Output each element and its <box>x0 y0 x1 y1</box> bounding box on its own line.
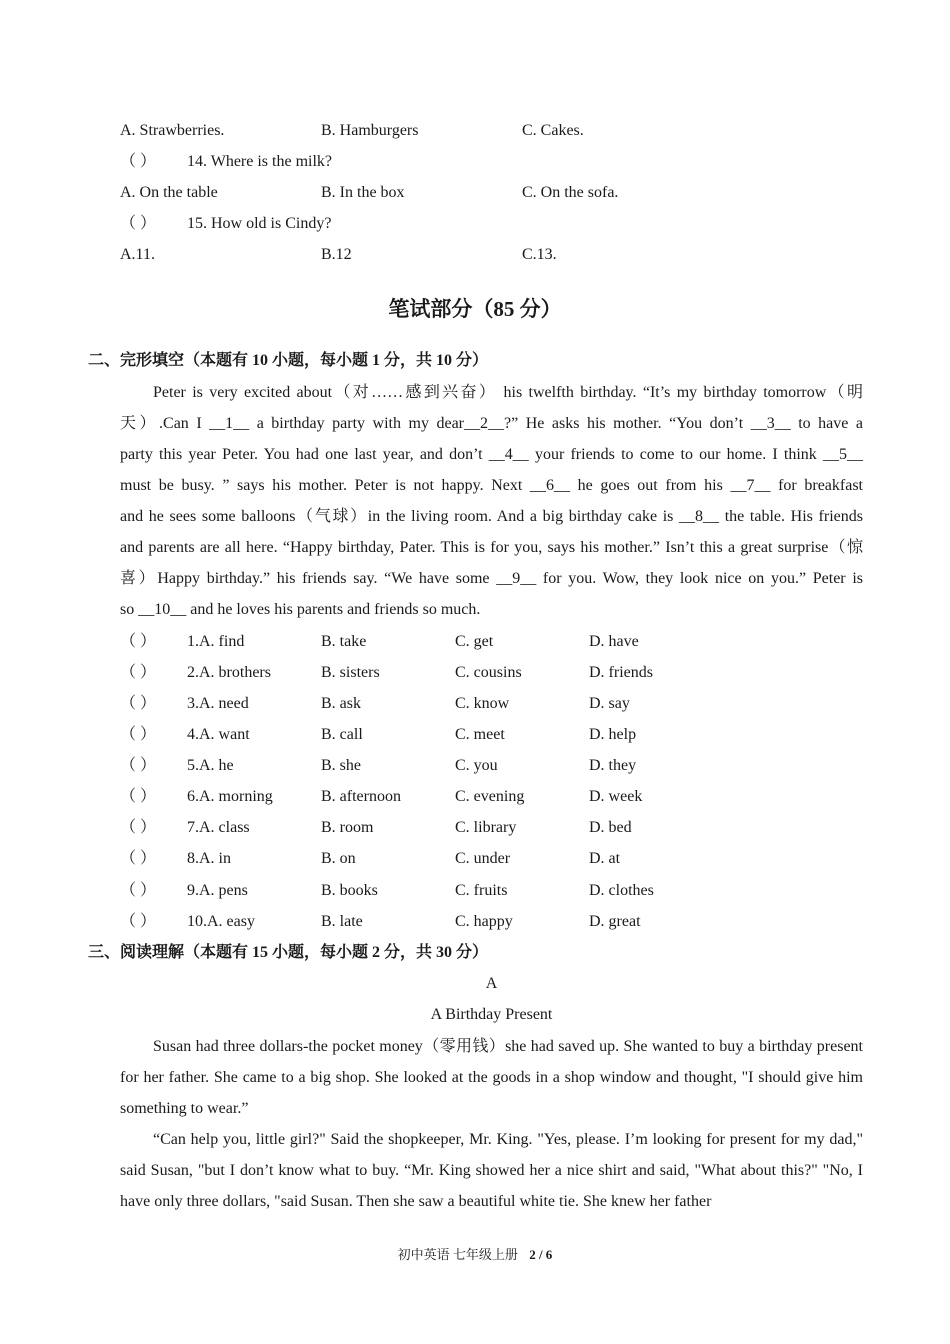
option-c: C. fruits <box>455 882 508 899</box>
answer-paren[interactable]: （ ） <box>120 153 157 170</box>
option-b: B. call <box>321 726 363 743</box>
q14-option-c: C. On the sofa. <box>522 184 619 201</box>
option-b: B. sisters <box>321 664 380 681</box>
option-a: 10.A. easy <box>187 913 255 930</box>
option-c: C. evening <box>455 788 525 805</box>
cloze-passage <box>120 377 863 625</box>
option-b: B. late <box>321 913 363 930</box>
answer-paren[interactable]: （ ） <box>120 819 157 836</box>
option-d: D. bed <box>589 819 632 836</box>
option-c: C. get <box>455 633 494 650</box>
cloze-heading: 二、完形填空（本题有 10 小题，每小题 1 分，共 10 分） <box>88 352 489 369</box>
answer-paren[interactable]: （ ） <box>120 757 157 774</box>
cloze-question-row <box>120 881 880 901</box>
option-d: D. say <box>589 695 630 712</box>
option-c: C. under <box>455 850 511 867</box>
q13-option-a: A. Strawberries. <box>120 122 225 139</box>
option-c: C. know <box>455 695 510 712</box>
option-d: D. clothes <box>589 882 654 899</box>
answer-paren[interactable]: （ ） <box>120 913 157 930</box>
page-footer <box>0 1247 950 1263</box>
written-part-title: 笔试部分（85 分） <box>388 297 562 321</box>
cloze-line: 喜）Happy birthday.” his friends say. “We have some __9__ for you. Wow, they look nice on you.” Peter is <box>120 570 863 587</box>
q14-options-row <box>120 183 880 203</box>
q15-text: 15. How old is Cindy? <box>187 215 332 232</box>
option-a: 9.A. pens <box>187 882 248 899</box>
option-b: B. room <box>321 819 374 836</box>
option-d: D. they <box>589 757 637 774</box>
reading-paragraph-2: “Can help you, little girl?" Said the shopkeeper, Mr. King. "Yes, please. I’m looking for present for my dad," said Susan, "but I don’t know what to buy. “Mr. King showed her a nice shirt and said, "What about this?" "No, I have only three dollars, "said Susan. Then she saw a beautiful white tie. She knew her father <box>120 1131 863 1210</box>
cloze-question-row <box>120 756 880 776</box>
option-a: 6.A. morning <box>187 788 273 805</box>
option-d: D. help <box>589 726 637 743</box>
q13-options-row <box>120 121 880 141</box>
cloze-question-row <box>120 725 880 745</box>
reading-passage <box>120 1031 863 1217</box>
cloze-line: so __10__ and he loves his parents and friends so much. <box>120 601 481 618</box>
cloze-question-row <box>120 849 880 869</box>
q15-options-row <box>120 245 880 265</box>
cloze-line: must be busy. ” says his mother. Peter is not happy. Next __6__ he goes out from his __7__ for breakfast <box>120 477 863 494</box>
q13-option-c: C. Cakes. <box>522 122 584 139</box>
cloze-question-row <box>120 694 880 714</box>
cloze-question-row <box>120 663 880 683</box>
cloze-line: and parents are all here. “Happy birthday, Pater. This is for you, says his mother.” Isn’t this a great surprise（惊 <box>120 539 863 556</box>
option-b: B. on <box>321 850 356 867</box>
option-c: C. cousins <box>455 664 522 681</box>
cloze-line: 天）.Can I __1__ a birthday party with my dear__2__?” He asks his mother. “You don’t __3__ to have a <box>120 415 863 432</box>
option-a: 8.A. in <box>187 850 231 867</box>
option-c: C. meet <box>455 726 505 743</box>
answer-paren[interactable]: （ ） <box>120 726 157 743</box>
q15-question <box>120 214 880 234</box>
option-b: B. ask <box>321 695 361 712</box>
q14-question <box>120 152 880 172</box>
q15-option-c: C.13. <box>522 246 557 263</box>
q14-option-b: B. In the box <box>321 184 405 201</box>
cloze-line: party this year Peter. You had one last year, and don’t __4__ your friends to come to our home. I think __5__ <box>120 446 863 463</box>
cloze-question-row <box>120 912 880 932</box>
answer-paren[interactable]: （ ） <box>120 882 157 899</box>
q14-option-a: A. On the table <box>120 184 218 201</box>
option-b: B. books <box>321 882 378 899</box>
option-c: C. happy <box>455 913 513 930</box>
answer-paren[interactable]: （ ） <box>120 695 157 712</box>
option-c: C. library <box>455 819 517 836</box>
q15-option-a: A.11. <box>120 246 155 263</box>
answer-paren[interactable]: （ ） <box>120 215 157 232</box>
option-d: D. great <box>589 913 641 930</box>
reading-heading: 三、阅读理解（本题有 15 小题，每小题 2 分，共 30 分） <box>88 944 489 961</box>
cloze-line: Peter is very excited about（对……感到兴奋） his twelfth birthday. “It’s my birthday tomorrow（明 <box>153 384 863 401</box>
reading-part-label: A <box>485 975 498 992</box>
q14-text: 14. Where is the milk? <box>187 153 332 170</box>
option-d: D. at <box>589 850 621 867</box>
footer-subject: 初中英语 七年级上册 <box>397 1247 518 1262</box>
answer-paren[interactable]: （ ） <box>120 788 157 805</box>
answer-paren[interactable]: （ ） <box>120 664 157 681</box>
q15-option-b: B.12 <box>321 246 352 263</box>
option-a: 3.A. need <box>187 695 249 712</box>
page-number: 2 / 6 <box>529 1247 553 1262</box>
option-d: D. week <box>589 788 643 805</box>
reading-passage-title: A Birthday Present <box>430 1006 553 1023</box>
reading-paragraph-1: Susan had three dollars-the pocket money（零用钱）she had saved up. She wanted to buy a birthday present for her father. She came to a big shop. She looked at the goods in a shop window and thought, "I should give him something to wear.” <box>120 1038 863 1117</box>
option-b: B. she <box>321 757 361 774</box>
option-b: B. afternoon <box>321 788 401 805</box>
q13-option-b: B. Hamburgers <box>321 122 419 139</box>
answer-paren[interactable]: （ ） <box>120 633 157 650</box>
cloze-question-row <box>120 818 880 838</box>
option-b: B. take <box>321 633 367 650</box>
option-a: 7.A. class <box>187 819 250 836</box>
cloze-question-row <box>120 787 880 807</box>
option-a: 5.A. he <box>187 757 234 774</box>
cloze-line: and he sees some balloons（气球）in the living room. And a big birthday cake is __8__ the table. His friends <box>120 508 863 525</box>
cloze-question-row <box>120 632 880 652</box>
option-a: 2.A. brothers <box>187 664 271 681</box>
option-d: D. friends <box>589 664 653 681</box>
option-c: C. you <box>455 757 498 774</box>
answer-paren[interactable]: （ ） <box>120 850 157 867</box>
option-a: 4.A. want <box>187 726 250 743</box>
option-a: 1.A. find <box>187 633 245 650</box>
option-d: D. have <box>589 633 639 650</box>
